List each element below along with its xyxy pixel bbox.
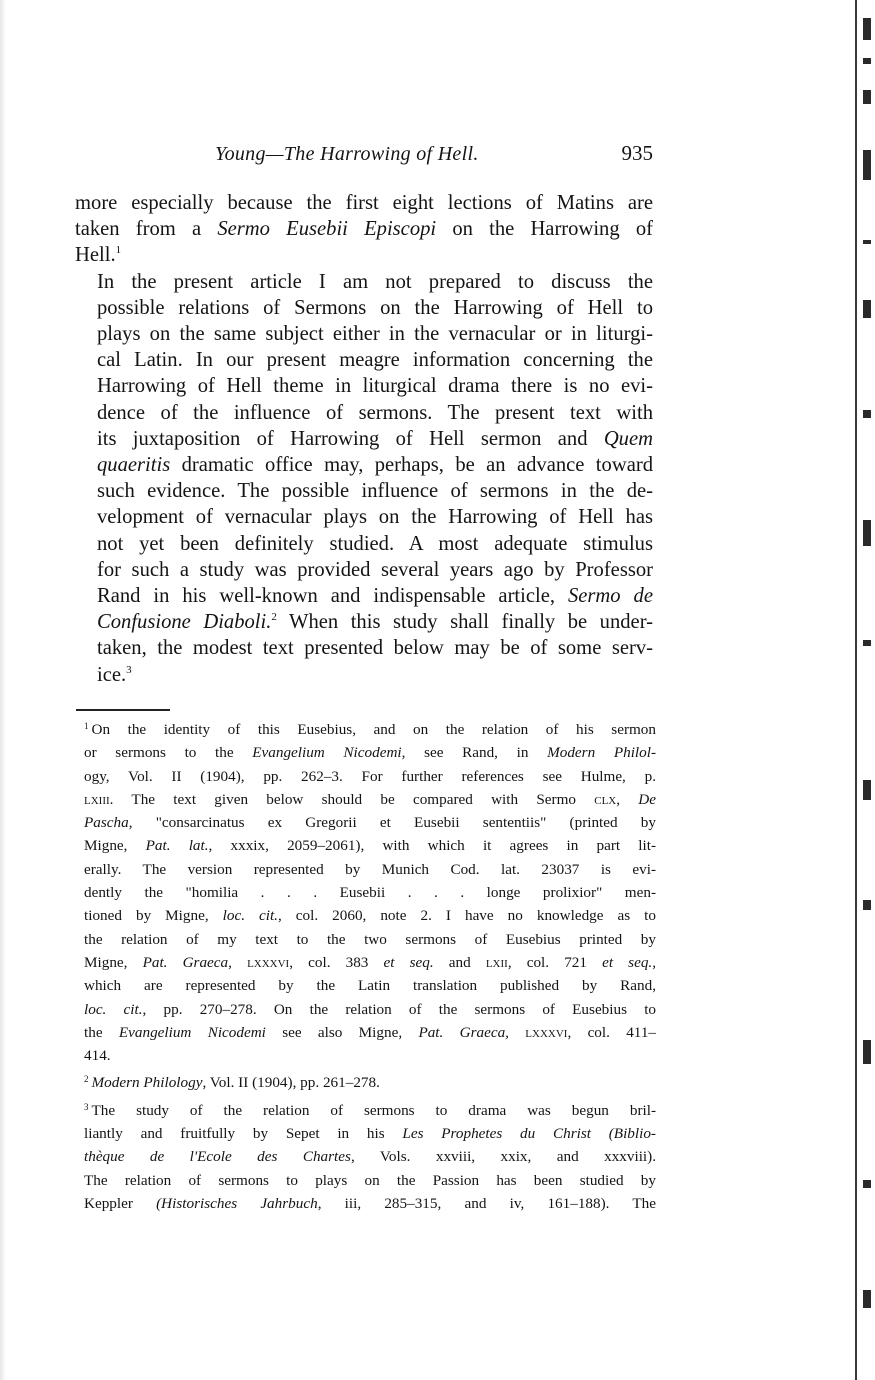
- footnote-mark-2: 2: [84, 1074, 89, 1085]
- page-left-edge: [0, 0, 6, 1380]
- footnote-ref-1: 1: [115, 244, 122, 257]
- footnote-rule: [76, 709, 170, 711]
- running-header: [75, 143, 655, 173]
- page-number: 935: [621, 141, 653, 165]
- scan-edge-marks: [857, 0, 875, 1380]
- paragraph-2: In the present article I am not prepared to discuss the possible relations of Sermons on the Harrowing of Hell to plays on the same subject either in the vernacular or in liturgi- cal Latin. In our present meagre information concerning the Harrowing of Hell theme in liturgical drama there is no evi- dence of the influence of sermons. The present text with its juxtaposition of Harrowing of Hell sermon and Quem quaeritis dramatic office may, perhaps, be an advance toward such evidence. The possible influence of sermons in the de- velopment of vernacular plays on the Harrowing of Hell has not yet been definitely studied. A most adequate stimulus for such a study was provided several years ago by Professor Rand in his well-known and indispensable article, Sermo de Confusione Diaboli.$^2$ When this study shall finally be under- taken, the modest text presented below may be of some serv- ice.$^3$: [97, 270, 653, 686]
- footnotes: [84, 718, 656, 1219]
- paragraph-1: more especially because the first eight lections of Matins are taken from a Sermo Eusebii Episcopi on the Harrowing of Hell.$^1$: [75, 192, 653, 267]
- footnote-1: $^1$ On the identity of this Eusebius, and on the relation of his sermon or sermons to the Evangelium Nicodemi, see Rand, in Modern Philol- ogy, Vol. II (1904), pp. 262–3. For further references see Hulme, p. lxiii. The text given below should be compared with Sermo clx, De Pascha, "consarcinatus ex Gregorii et Eusebii sententiis" (printed by Migne, Pat. lat., xxxix, 2059–2061), with which it agrees in part lit- erally. The version represented by Munich Cod. lat. 23037 is evi- dently the "homilia . . . Eusebii . . . longe prolixior" men- tioned by Migne, loc. cit., col. 2060, note 2. I have no knowledge as to the relation of my text to the two sermons of Eusebius printed by Migne, Pat. Graeca, lxxxvi, col. 383 et seq. and lxii, col. 721 et seq., which are represented by the Latin translation published by Rand, loc. cit., pp. 270–278. On the relation of the sermons of Eusebius to the Evangelium Nicodemi see also Migne, Pat. Graeca, lxxxvi, col. 411– 414.: [84, 721, 657, 1065]
- footnote-mark-3: 3: [84, 1101, 89, 1112]
- footnote-3: $^3$ The study of the relation of sermons to drama was begun bril- liantly and fruitfully by Sepet in his Les Prophetes du Christ (Biblio- thèque de l'Ecole des Chartes, Vols. xxviii, xxix, and xxxviii). The relation of sermons to plays on the Passion has been studied by Keppler (Historisches Jahrbuch, iii, 285–315, and iv, 161–188). The: [84, 1101, 657, 1212]
- footnote-ref-2: 2: [271, 611, 277, 624]
- footnote-ref-3: 3: [126, 663, 132, 676]
- footnote-2: $^2$ Modern Philology, Vol. II (1904), pp. 261–278.: [84, 1074, 380, 1092]
- running-title: Young—The Harrowing of Hell.: [215, 143, 479, 165]
- main-text: [75, 190, 653, 688]
- footnote-mark-1: 1: [84, 721, 89, 731]
